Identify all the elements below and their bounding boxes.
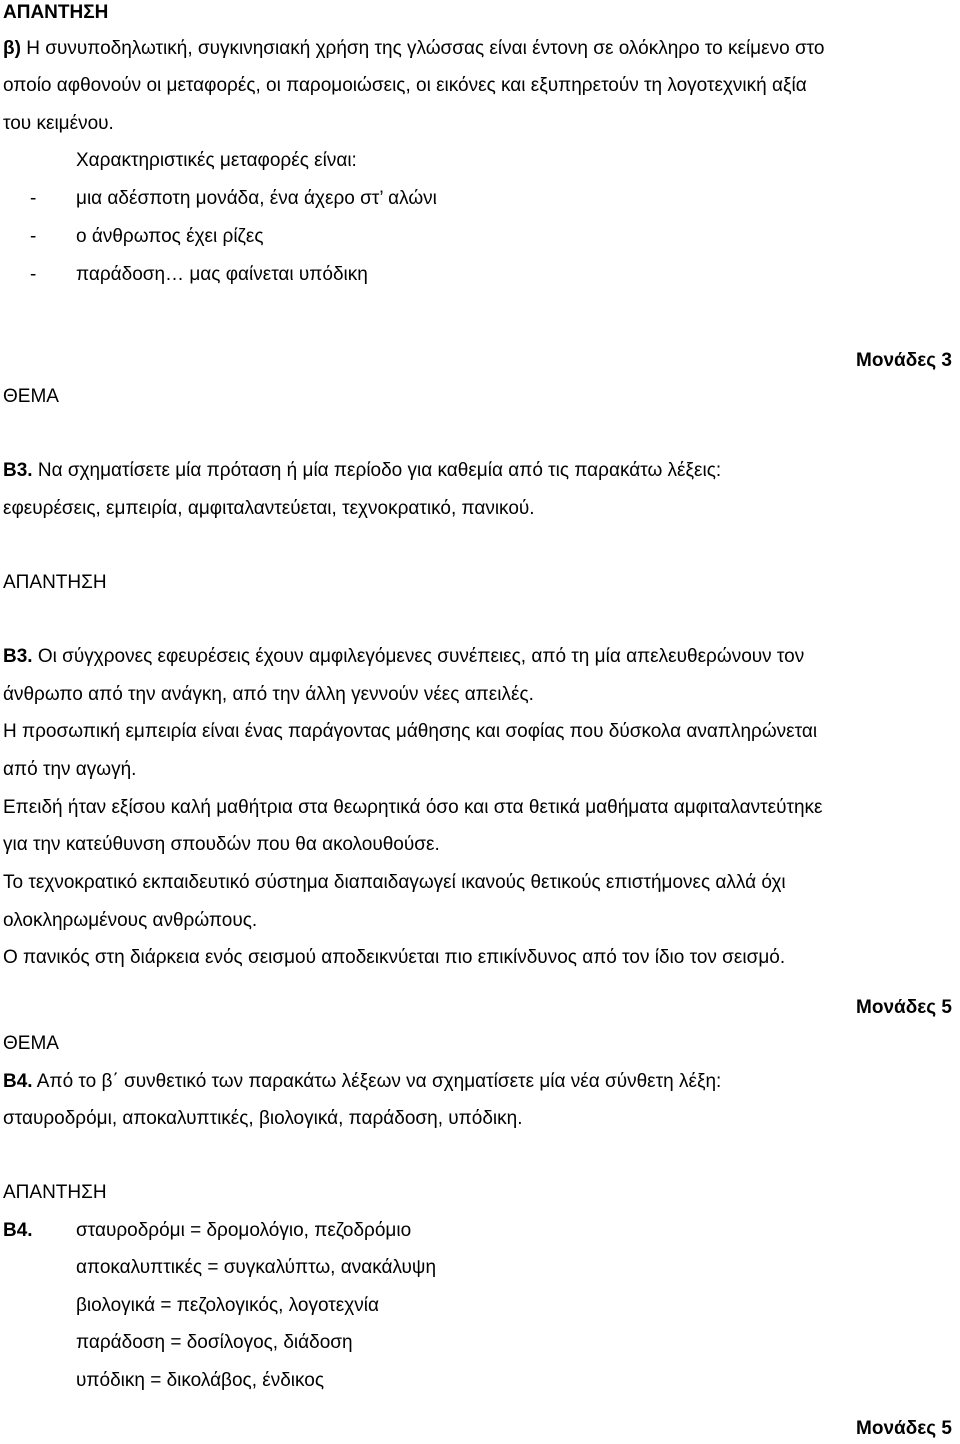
list-dash: - [30,226,37,247]
answer-label: Β4. [3,1220,33,1241]
compound-word-item: υπόδικη = δικολάβος, ένδικος [76,1370,325,1391]
compound-word-item: σταυροδρόμι = δρομολόγιο, πεζοδρόμιο [76,1220,412,1241]
list-dash: - [30,264,37,285]
answer-line: Επειδή ήταν εξίσου καλή μαθήτρια στα θεωρητικά όσο και στα θετικά μαθήματα αμφιταλαντεύτηκε [3,797,823,818]
question-label: Β4. [3,1071,33,1092]
list-item: παράδοση… μας φαίνεται υπόδικη [76,264,368,285]
answer-line: Β3. Οι σύγχρονες εφευρέσεις έχουν αμφιλεγόμενες συνέπειες, από τη μία απελευθερώνουν τον [3,646,805,667]
points-label: Μονάδες 3 [856,350,952,371]
question-line: Β4. Από το β΄ συνθετικό των παρακάτω λέξεων να σχηματίσετε μία νέα σύνθετη λέξη: [3,1071,722,1092]
answer-line: από την αγωγή. [3,759,137,780]
points-label: Μονάδες 5 [856,1418,952,1439]
theme-heading: ΘΕΜΑ [3,386,59,407]
list-item: ο άνθρωπος έχει ρίζες [76,226,264,247]
points-label: Μονάδες 5 [856,997,952,1018]
theme-heading: ΘΕΜΑ [3,1033,59,1054]
answer-line: Ο πανικός στη διάρκεια ενός σεισμού αποδεικνύεται πιο επικίνδυνος από τον ίδιο τον σεισμό. [3,947,786,968]
paragraph-line: του κειμένου. [3,113,114,134]
answer-line: για την κατεύθυνση σπουδών που θα ακολουθούσε. [3,834,440,855]
list-dash: - [30,188,37,209]
answer-line: ολοκληρωμένους ανθρώπους. [3,910,258,931]
answer-heading-1: ΑΠΑΝΤΗΣΗ [3,2,109,23]
answer-label: Β3. [3,646,33,667]
compound-word-item: βιολογικά = πεζολογικός, λογοτεχνία [76,1295,379,1316]
paragraph-line: β) Η συνυποδηλωτική, συγκινησιακή χρήση της γλώσσας είναι έντονη σε ολόκληρο το κείμενο στο [3,38,825,59]
question-words: σταυροδρόμι, αποκαλυπτικές, βιολογικά, παράδοση, υπόδικη. [3,1108,523,1129]
answer-heading-2: ΑΠΑΝΤΗΣΗ [3,572,107,593]
item-label: β) [3,38,21,59]
answer-heading-3: ΑΠΑΝΤΗΣΗ [3,1182,107,1203]
question-words: εφευρέσεις, εμπειρία, αμφιταλαντεύεται, τεχνοκρατικό, πανικού. [3,498,535,519]
paragraph-line: οποίο αφθονούν οι μεταφορές, οι παρομοιώσεις, οι εικόνες και εξυπηρετούν τη λογοτεχνική αξία [3,75,807,96]
answer-line: Η προσωπική εμπειρία είναι ένας παράγοντας μάθησης και σοφίας που δύσκολα αναπληρώνεται [3,721,818,742]
metaphors-intro: Χαρακτηριστικές μεταφορές είναι: [76,150,357,171]
compound-word-item: αποκαλυπτικές = συγκαλύπτω, ανακάλυψη [76,1257,437,1278]
answer-line: Το τεχνοκρατικό εκπαιδευτικό σύστημα διαπαιδαγωγεί ικανούς θετικούς επιστήμονες αλλά όχι [3,872,786,893]
answer-line: άνθρωπο από την ανάγκη, από την άλλη γεννούν νέες απειλές. [3,684,534,705]
question-label: Β3. [3,460,33,481]
question-line: Β3. Να σχηματίσετε μία πρόταση ή μία περίοδο για καθεμία από τις παρακάτω λέξεις: [3,460,722,481]
compound-word-item: παράδοση = δοσίλογος, διάδοση [76,1332,353,1353]
list-item: μια αδέσποτη μονάδα, ένα άχερο στ’ αλώνι [76,188,437,209]
